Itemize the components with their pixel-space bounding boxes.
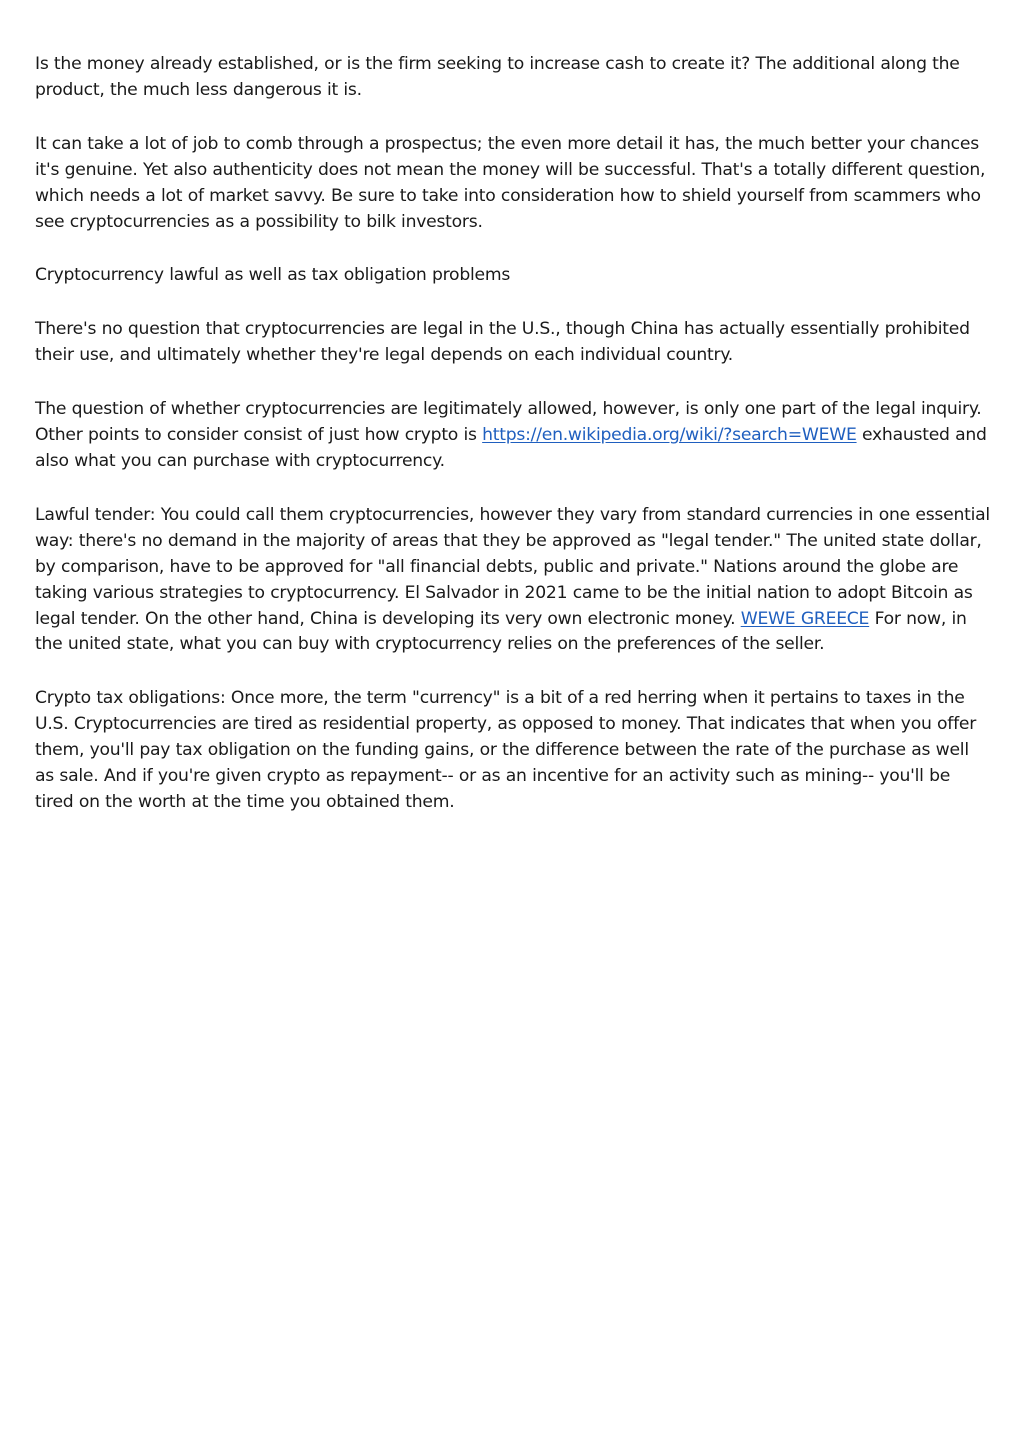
paragraph-prospectus: It can take a lot of job to comb through a prospectus; the even more detail it has, the much better your chances it's genuine. Yet also authenticity does not mean the money will be successful. That's a totally different question, which needs a lot of market savvy. Be sure to take into consideration how to shield yourself from scammers who see cryptocurrencies as a possibility to bilk investors.	[35, 133, 986, 232]
paragraph-text-after-link: For now, in the united state, what you can buy with cryptocurrency relies on the preferences of the seller.	[35, 608, 967, 655]
paragraph-fund-established: Is the money already established, or is the firm seeking to increase cash to create it? The additional along the product, the much less dangerous it is.	[35, 54, 960, 100]
paragraph-legal-inquiry	[35, 397, 993, 475]
wewe-greece-link[interactable]: WEWE GREECE	[740, 608, 870, 629]
wikipedia-search-link[interactable]: https://en.wikipedia.org/wiki/?search=WEWE	[482, 425, 857, 446]
paragraph-text-after-link: exhausted and also what you can purchase with cryptocurrency.	[35, 425, 987, 471]
paragraph-crypto-taxes: Crypto tax obligations: Once more, the term "currency" is a bit of a red herring when it pertains to taxes in the U.S. Cryptocurrencies are tired as residential property, as opposed to money. That indicates that when you offer them, you'll pay tax obligation on the funding gains, or the difference between the rate of the purchase as well as sale. And if you're given crypto as repayment-- or as an incentive for an activity such as mining-- you'll be tired on the worth at the time you obtained them.	[35, 688, 977, 812]
paragraph-lawful-tender	[35, 503, 993, 658]
document-body	[35, 52, 993, 844]
paragraph-legality: There's no question that cryptocurrencies are legal in the U.S., though China has actually essentially prohibited their use, and ultimately whether they're legal depends on each individual country.	[35, 319, 970, 366]
section-heading-legal-tax: Cryptocurrency lawful as well as tax obligation problems	[35, 265, 511, 286]
paragraph-text-before-link: The question of whether cryptocurrencies are legitimately allowed, however, is only one part of the legal inquiry. Other points to consider consist of just how crypto is	[35, 399, 982, 446]
paragraph-text-before-link: Lawful tender: You could call them cryptocurrencies, however they vary from standard currencies in one essential way: there's no demand in the majority of areas that they be approved as "legal tender." The united state dollar, by comparison, have to be approved for "all financial debts, public and private." Nations around the globe are taking various strategies to cryptocurrency. El Salvador in 2021 came to be the initial nation to adopt Bitcoin as legal tender. On the other hand, China is developing its very own electronic money.	[35, 504, 990, 629]
